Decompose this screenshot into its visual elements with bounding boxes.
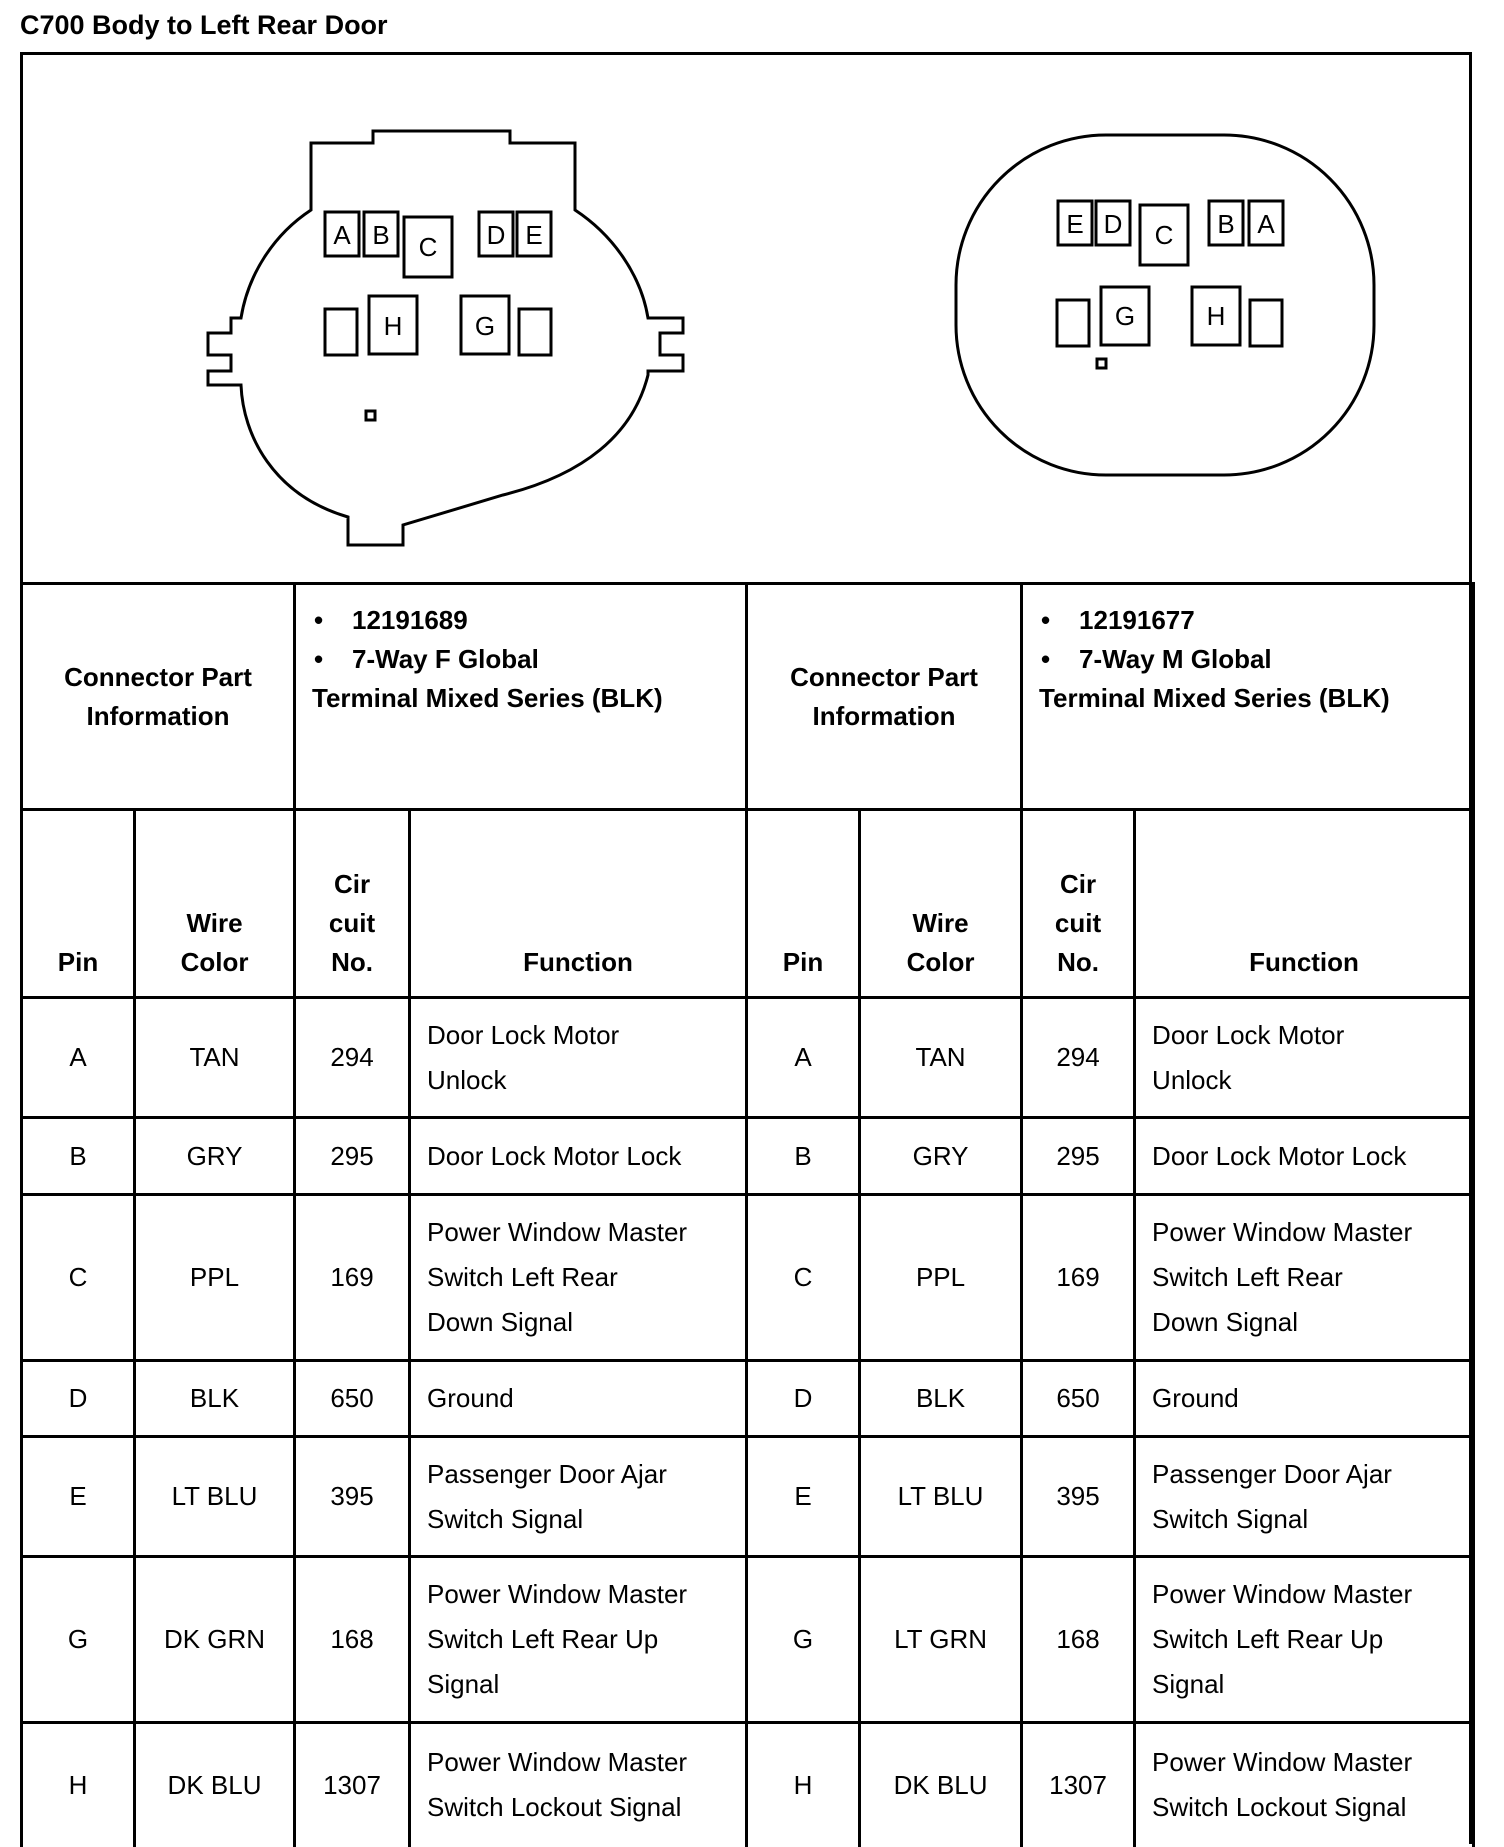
table-row <box>22 1723 1474 1847</box>
table-row <box>22 1557 1474 1723</box>
pin-cell: E <box>22 1437 135 1557</box>
col-label: Color <box>180 947 249 977</box>
pin-cell: A <box>747 998 860 1118</box>
part-number-right: • 12191677 <box>1039 601 1472 640</box>
col-label: cuit <box>328 908 376 938</box>
connector-diagram-svg <box>23 55 1469 585</box>
function-line: Switch Signal <box>1152 1503 1309 1534</box>
function-cell <box>1135 998 1474 1118</box>
connector-frame <box>20 52 1472 1844</box>
right-key-mark <box>1097 359 1106 368</box>
function-cell <box>1135 1195 1474 1361</box>
col-label: Cir <box>333 869 371 899</box>
right-terminal-blank-2 <box>1250 300 1282 346</box>
pin-cell: B <box>747 1118 860 1195</box>
function-line: Switch Left Rear Up <box>1152 1624 1384 1654</box>
function-line: Power Window Master <box>1152 1579 1413 1609</box>
wire-color-cell: BLK <box>860 1361 1022 1437</box>
function-line: Passenger Door Ajar <box>427 1458 667 1489</box>
left-pin-label-b: B <box>372 220 390 250</box>
left-key-mark <box>366 411 375 420</box>
left-pin-label-e: E <box>525 220 543 250</box>
page-title: C700 Body to Left Rear Door <box>20 10 388 40</box>
function-cell <box>1135 1437 1474 1557</box>
col-function-left: Function <box>410 810 747 998</box>
right-pin-label-d: D <box>1103 209 1123 239</box>
pin-cell: H <box>747 1723 860 1847</box>
circuit-cell: 168 <box>1022 1557 1135 1723</box>
function-cell <box>410 1195 747 1361</box>
function-line: Switch Left Rear Up <box>427 1624 659 1654</box>
circuit-cell: 395 <box>1022 1437 1135 1557</box>
table-row <box>22 1361 1474 1437</box>
pin-cell: E <box>747 1437 860 1557</box>
pin-cell: C <box>747 1195 860 1361</box>
right-pin-label-h: H <box>1206 301 1226 331</box>
pin-cell: H <box>22 1723 135 1847</box>
function-cell: Ground <box>410 1361 747 1437</box>
connector-info-label-right <box>747 584 1022 810</box>
col-label: Cir <box>1059 869 1097 899</box>
function-line: Passenger Door Ajar <box>1152 1458 1392 1489</box>
part-info-right <box>1022 584 1474 810</box>
wire-color-cell: PPL <box>860 1195 1022 1361</box>
right-connector-outline <box>956 135 1374 475</box>
wire-color-cell: LT GRN <box>860 1557 1022 1723</box>
col-function-right: Function <box>1135 810 1474 998</box>
circuit-cell: 169 <box>1022 1195 1135 1361</box>
function-cell <box>410 998 747 1118</box>
function-cell <box>1135 1723 1474 1847</box>
right-pin-label-b: B <box>1217 209 1235 239</box>
pin-cell: C <box>22 1195 135 1361</box>
col-wire-color-right <box>860 810 1022 998</box>
wire-color-cell: LT BLU <box>135 1437 295 1557</box>
left-pin-label-g: G <box>474 311 496 341</box>
pin-cell: D <box>22 1361 135 1437</box>
circuit-cell: 650 <box>295 1361 410 1437</box>
left-pin-label-d: D <box>486 220 506 250</box>
left-pin-label-c: C <box>418 232 438 262</box>
col-label: No. <box>331 947 373 977</box>
right-pin-label-c: C <box>1154 220 1174 250</box>
function-cell: Door Lock Motor Lock <box>410 1118 747 1195</box>
circuit-cell: 294 <box>295 998 410 1118</box>
table-row <box>22 1437 1474 1557</box>
pin-cell: B <box>22 1118 135 1195</box>
wire-color-cell: LT BLU <box>860 1437 1022 1557</box>
circuit-cell: 168 <box>295 1557 410 1723</box>
connector-diagrams <box>23 55 1469 585</box>
function-line: Switch Left Rear <box>1152 1262 1343 1292</box>
part-number-left: • 12191689 <box>312 601 745 640</box>
col-circuit-left <box>295 810 410 998</box>
function-line: Unlock <box>1152 1064 1232 1095</box>
wire-color-cell: DK BLU <box>860 1723 1022 1847</box>
right-pin-label-a: A <box>1257 209 1275 239</box>
col-label: Wire <box>912 908 969 938</box>
pinout-table <box>20 582 1475 1847</box>
left-pin-label-h: H <box>383 311 403 341</box>
column-header-row <box>22 810 1474 998</box>
wire-color-cell: BLK <box>135 1361 295 1437</box>
part-series-left: Terminal Mixed Series (BLK) <box>312 683 663 713</box>
right-pin-label-e: E <box>1066 209 1084 239</box>
circuit-cell: 650 <box>1022 1361 1135 1437</box>
wire-color-cell: DK GRN <box>135 1557 295 1723</box>
function-cell <box>410 1557 747 1723</box>
info-label-text: Connector Part Information <box>790 661 978 731</box>
function-line: Unlock <box>427 1064 507 1095</box>
left-terminal-blank-1 <box>325 309 357 355</box>
function-line: Door Lock Motor <box>427 1019 620 1050</box>
col-wire-color-left <box>135 810 295 998</box>
function-cell: Door Lock Motor Lock <box>1135 1118 1474 1195</box>
wire-color-cell: TAN <box>135 998 295 1118</box>
info-label-text: Connector Part Information <box>64 661 252 731</box>
function-line: Down Signal <box>427 1307 573 1337</box>
part-desc-left: • 7-Way F Global <box>312 640 745 679</box>
wire-color-cell: GRY <box>860 1118 1022 1195</box>
connector-info-label-left <box>22 584 295 810</box>
circuit-cell: 395 <box>295 1437 410 1557</box>
function-line: Down Signal <box>1152 1307 1299 1337</box>
right-pin-label-g: G <box>1114 301 1136 331</box>
function-line: Power Window Master <box>1152 1217 1413 1247</box>
wire-color-cell: DK BLU <box>135 1723 295 1847</box>
col-label: No. <box>1057 947 1099 977</box>
left-connector-outline <box>208 131 683 545</box>
function-line: Door Lock Motor <box>1152 1019 1345 1050</box>
circuit-cell: 169 <box>295 1195 410 1361</box>
part-desc-right: • 7-Way M Global <box>1039 640 1472 679</box>
left-terminal-blank-2 <box>519 309 551 355</box>
col-label: cuit <box>1054 908 1102 938</box>
circuit-cell: 295 <box>1022 1118 1135 1195</box>
function-line: Switch Left Rear <box>427 1262 618 1292</box>
left-pin-label-a: A <box>333 220 351 250</box>
connector-info-row <box>22 584 1474 810</box>
function-line: Switch Signal <box>427 1503 584 1534</box>
table-row <box>22 1118 1474 1195</box>
function-line: Signal <box>427 1669 500 1699</box>
pin-cell: A <box>22 998 135 1118</box>
function-line: Power Window Master <box>1152 1747 1413 1778</box>
function-line: Power Window Master <box>427 1217 688 1247</box>
circuit-cell: 1307 <box>1022 1723 1135 1847</box>
circuit-cell: 1307 <box>295 1723 410 1847</box>
col-circuit-right <box>1022 810 1135 998</box>
function-cell: Ground <box>1135 1361 1474 1437</box>
function-line: Power Window Master <box>427 1747 688 1778</box>
col-pin-right: Pin <box>747 810 860 998</box>
function-cell <box>410 1437 747 1557</box>
function-line: Power Window Master <box>427 1579 688 1609</box>
circuit-cell: 295 <box>295 1118 410 1195</box>
table-row <box>22 1195 1474 1361</box>
wire-color-cell: TAN <box>860 998 1022 1118</box>
part-info-left <box>295 584 747 810</box>
col-pin-left: Pin <box>22 810 135 998</box>
function-cell <box>1135 1557 1474 1723</box>
col-label: Color <box>906 947 975 977</box>
pin-cell: G <box>747 1557 860 1723</box>
wire-color-cell: GRY <box>135 1118 295 1195</box>
table-row <box>22 998 1474 1118</box>
pin-cell: D <box>747 1361 860 1437</box>
function-line: Signal <box>1152 1669 1225 1699</box>
circuit-cell: 294 <box>1022 998 1135 1118</box>
right-terminal-blank-1 <box>1057 300 1089 346</box>
function-cell <box>410 1723 747 1847</box>
wire-color-cell: PPL <box>135 1195 295 1361</box>
part-series-right: Terminal Mixed Series (BLK) <box>1039 683 1390 713</box>
function-line: Switch Lockout Signal <box>1152 1792 1407 1823</box>
pin-cell: G <box>22 1557 135 1723</box>
col-label: Wire <box>186 908 243 938</box>
function-line: Switch Lockout Signal <box>427 1792 682 1823</box>
